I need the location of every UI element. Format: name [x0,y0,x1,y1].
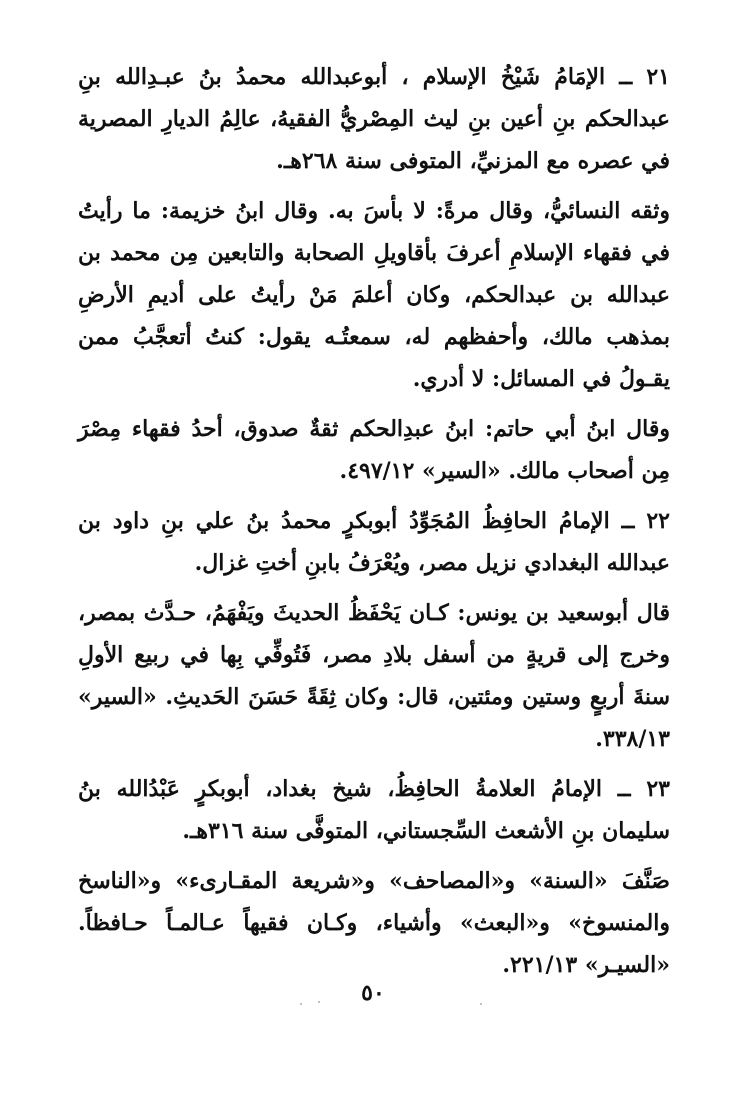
entry-21-body-1: وثقه النسائيُّ، وقال مرةً: لا بأسَ به. وقال ابنُ خزيمة: ما رأيتُ في فقهاء الإسلامِ أعرفَ بأقاويلِ الصحابة والتابعين مِن محمد بن عبدالله بن عبدالحكم، وكان أعلمَ مَنْ رأيتُ على أديمِ الأرضِ بمذهب مالك، وأحفظهم له، سمعتُـه يقول: كنتُ أتعجَّبُ ممن يقـولُ في المسائل: لا أدري. [78,198,670,392]
print-speck [480,1003,482,1005]
print-speck [318,1001,320,1003]
page-number: ٥٠ [361,980,385,1006]
page-text-block [78,56,670,994]
entry-22-body: قال أبوسعيد بن يونس: كـان يَحْفَظُ الحديثَ ويَفْهَمُ، حـدَّث بمصر، وخرج إلى قريةٍ من أسفل بلادِ مصر، فَتُوفِّي بِها في ربيع الأولِ سنةَ أربعٍ وستين ومئتين، قال: وكان ثِقَةً حَسَنَ الحَديثِ. «السير» ٣٣٨/١٣. [78,600,670,752]
entry-21-heading: ٢١ ــ الإمَامُ شَيْخُ الإسلام ، أبوعبدالله محمدُ بنُ عبـدِالله بنِ عبدالحكم بنِ أعين بنِ ليث المِصْريُّ الفقيهُ، عالِمُ الديارِ المصرية في عصره مع المزنيِّ، المتوفى سنة ٢٦٨هـ. [78,64,670,174]
print-speck [300,1003,302,1005]
entry-23-body: صَنَّفَ «السنة» و«المصاحف» و«شريعة المقـارىء» و«الناسخ والمنسوخ» و«البعث» وأشياء، وكـان فقيهاً عـالمـاً حـافظاً. «السيـر» ٢٢١/١٣. [78,868,670,978]
entry-23-heading: ٢٣ ــ الإمامُ العلامةُ الحافِظُ، شيخ بغداد، أبوبكرٍ عَبْدُالله بنُ سليمان بنِ الأشعث السِّجستاني، المتوفَّى سنة ٣١٦هـ. [78,776,670,844]
entry-22-heading: ٢٢ ــ الإمامُ الحافِظُ المُجَوِّدُ أبوبكرٍ محمدُ بنُ علي بنِ داود بن عبدالله البغدادي نزيل مصر، ويُعْرَفُ بابنِ أختِ غزال. [78,508,670,576]
entry-21-body-2: وقال ابنُ أبي حاتم: ابنُ عبدِالحكم ثقةٌ صدوق، أحدُ فقهاء مِصْرَ مِن أصحاب مالك. «السير» ٤٩٧/١٢. [78,416,670,484]
